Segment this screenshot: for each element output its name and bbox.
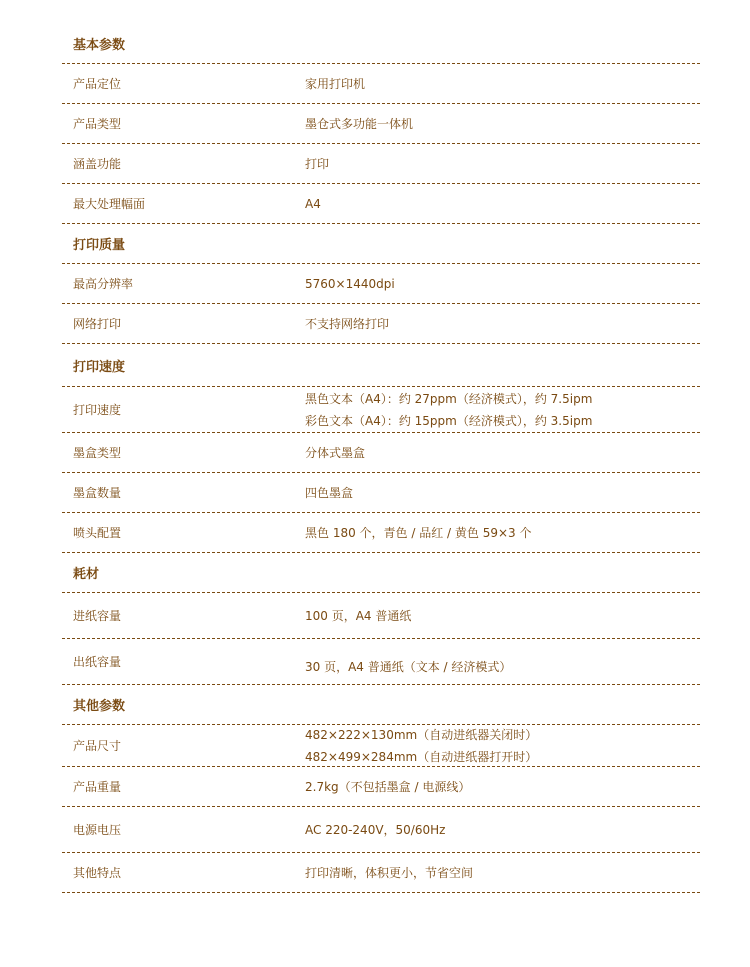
row-print-speed (62, 387, 700, 433)
section-title: 其他参数 (73, 699, 126, 714)
row-label: 其他特点 (73, 866, 122, 880)
row-features (62, 853, 700, 893)
row-value: 2.7kg（不包括墨盒 / 电源线） (305, 779, 471, 794)
section-other (62, 685, 700, 725)
row-value: 5760×1440dpi (305, 276, 395, 291)
row-dimensions (62, 725, 700, 767)
row-resolution (62, 264, 700, 304)
row-label: 打印速度 (73, 403, 122, 417)
row-paper-out (62, 639, 700, 685)
row-label: 产品尺寸 (73, 739, 122, 753)
row-label: 产品重量 (73, 780, 122, 794)
row-value: 打印清晰，体积更小，节省空间 (305, 865, 474, 880)
speed-color: 彩色文本（A4）：约 15ppm（经济模式），约 3.5ipm (305, 413, 593, 428)
section-consumables (62, 553, 700, 593)
row-label: 喷头配置 (73, 526, 122, 540)
row-value: 四色墨盒 (305, 485, 354, 500)
row-value: 打印 (305, 156, 330, 171)
row-value: 黑色 180 个，青色 / 品红 / 黄色 59×3 个 (305, 525, 532, 540)
row-value: 家用打印机 (305, 76, 366, 91)
row-label: 产品定位 (73, 77, 122, 91)
section-speed (62, 344, 700, 387)
row-paper-in (62, 593, 700, 639)
section-basic (62, 24, 700, 64)
row-max-size (62, 184, 700, 224)
row-positioning (62, 64, 700, 104)
section-title: 打印速度 (73, 359, 126, 375)
row-value: AC 220-240V，50/60Hz (305, 822, 446, 837)
spec-table (62, 24, 700, 893)
row-label: 最大处理幅面 (73, 197, 146, 211)
row-ink-type (62, 433, 700, 473)
row-value: 100 页，A4 普通纸 (305, 608, 412, 623)
row-label: 网络打印 (73, 317, 122, 331)
row-label: 涵盖功能 (73, 157, 122, 171)
row-label: 进纸容量 (73, 609, 122, 623)
row-label: 墨盒类型 (73, 446, 122, 460)
row-type (62, 104, 700, 144)
row-value: 分体式墨盒 (305, 445, 366, 460)
row-ink-count (62, 473, 700, 513)
row-value: 墨仓式多功能一体机 (305, 116, 414, 131)
row-weight (62, 767, 700, 807)
row-functions (62, 144, 700, 184)
speed-black: 黑色文本（A4）：约 27ppm（经济模式），约 7.5ipm (305, 391, 593, 406)
row-label: 墨盒数量 (73, 486, 122, 500)
row-power (62, 807, 700, 853)
section-title: 打印质量 (73, 238, 126, 253)
row-network (62, 304, 700, 344)
row-value: 30 页，A4 普通纸（文本 / 经济模式） (305, 660, 512, 674)
row-value (305, 724, 700, 768)
row-label: 电源电压 (73, 823, 122, 837)
row-value: 不支持网络打印 (305, 316, 390, 331)
row-label: 最高分辨率 (73, 277, 134, 291)
section-title: 基本参数 (73, 38, 126, 53)
row-value (305, 388, 700, 432)
section-title: 耗材 (73, 567, 100, 582)
dimensions-open: 482×499×284mm（自动进纸器打开时） (305, 749, 538, 764)
dimensions-closed: 482×222×130mm（自动进纸器关闭时） (305, 727, 538, 742)
section-quality (62, 224, 700, 264)
row-label: 产品类型 (73, 117, 122, 131)
row-value: A4 (305, 196, 321, 211)
row-label: 出纸容量 (73, 655, 122, 669)
row-nozzles (62, 513, 700, 553)
